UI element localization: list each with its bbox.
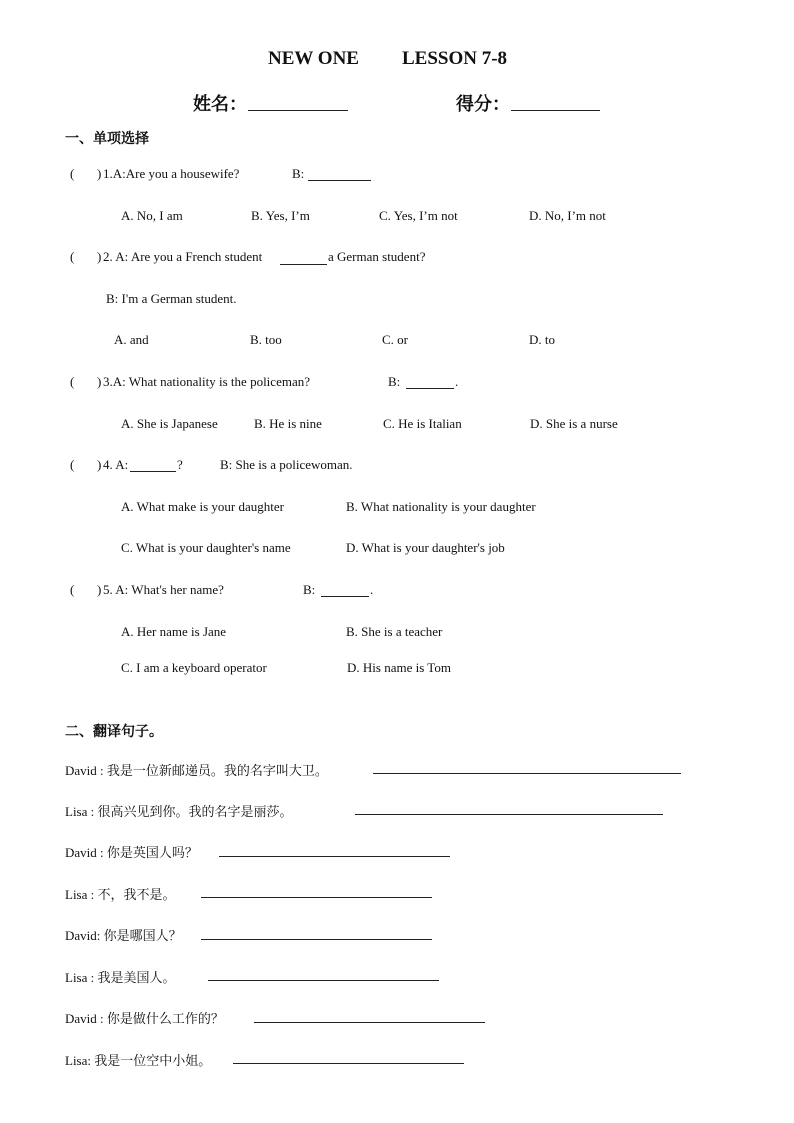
q1-b-label: B: [292, 166, 305, 181]
q4-option-a[interactable]: A. What make is your daughter [121, 499, 284, 514]
q5-answer-blank[interactable] [321, 596, 369, 597]
speaker-label: Lisa : [65, 970, 98, 985]
q3-answer-blank[interactable] [406, 388, 454, 389]
answer-line-4[interactable] [201, 897, 432, 898]
q3-option-d[interactable]: D. She is a nurse [530, 416, 618, 431]
answer-line-8[interactable] [233, 1063, 464, 1064]
q4-answer-blank[interactable] [130, 471, 176, 472]
speaker-label: David : [65, 1011, 107, 1026]
answer-line-3[interactable] [219, 856, 450, 857]
chinese-sentence: 我是美国人。 [97, 971, 176, 986]
score-blank[interactable] [511, 110, 600, 111]
q1-paren-open: ( [70, 166, 75, 181]
translate-line-8 [65, 1050, 211, 1069]
translate-line-7 [65, 1008, 224, 1027]
title-right: LESSON 7-8 [402, 48, 508, 69]
chinese-sentence: 我是一位空中小姐。 [94, 1054, 212, 1069]
q4-paren-close: ) [97, 457, 102, 472]
translate-line-2 [65, 801, 293, 820]
q3-option-b[interactable]: B. He is nine [254, 416, 322, 431]
name-blank[interactable] [248, 110, 348, 111]
answer-line-1[interactable] [373, 773, 681, 774]
answer-line-2[interactable] [355, 814, 663, 815]
chinese-sentence: 你是做什么工作的？ [106, 1012, 224, 1027]
q3-paren-close: ) [97, 374, 102, 389]
section2-heading: 二、翻译句子。 [65, 724, 163, 740]
q2-b-line: B: I'm a German student. [106, 291, 237, 306]
q4-b-line: B: She is a policewoman. [220, 457, 353, 472]
speaker-label: Lisa : [65, 887, 98, 902]
q5-option-b[interactable]: B. She is a teacher [346, 624, 443, 639]
q1-option-c[interactable]: C. Yes, I’m not [379, 208, 458, 223]
q1-answer-blank[interactable] [308, 180, 371, 181]
chinese-sentence: 我是一位新邮递员。我的名字叫大卫。 [106, 764, 328, 779]
q3-b-label: B: [388, 374, 401, 389]
q2-paren-close: ) [97, 249, 102, 264]
chinese-sentence: 很高兴见到你。我的名字是丽莎。 [97, 805, 293, 820]
q2-option-a[interactable]: A. and [114, 332, 149, 347]
q2-question-part1: 2. A: Are you a French student [103, 249, 263, 264]
chinese-sentence: 你是哪国人？ [103, 929, 182, 944]
translate-line-6 [65, 967, 176, 986]
q4-option-d[interactable]: D. What is your daughter's job [346, 540, 505, 555]
q1-question: 1.A:Are you a housewife? [103, 166, 240, 181]
q5-b-label: B: [303, 582, 316, 597]
q3-option-a[interactable]: A. She is Japanese [121, 416, 218, 431]
translate-line-1 [65, 760, 328, 779]
q2-option-d[interactable]: D. to [529, 332, 555, 347]
q2-question-part2: a German student? [328, 249, 426, 264]
q1-paren-close: ) [97, 166, 102, 181]
q4-option-c[interactable]: C. What is your daughter's name [121, 540, 291, 555]
q3-paren-open: ( [70, 374, 75, 389]
q5-option-c[interactable]: C. I am a keyboard operator [121, 660, 267, 675]
speaker-label: David : [65, 845, 107, 860]
q1-option-d[interactable]: D. No, I’m not [529, 208, 606, 223]
title-left: NEW ONE [268, 48, 359, 69]
q2-paren-open: ( [70, 249, 75, 264]
translate-line-3 [65, 842, 198, 861]
q5-period: . [370, 582, 374, 597]
q2-option-c[interactable]: C. or [382, 332, 408, 347]
q1-option-b[interactable]: B. Yes, I’m [251, 208, 310, 223]
q5-paren-close: ) [97, 582, 102, 597]
q3-option-c[interactable]: C. He is Italian [383, 416, 462, 431]
answer-line-6[interactable] [208, 980, 439, 981]
score-label: 得分： [456, 94, 510, 115]
q4-question-mark: ? [177, 457, 183, 472]
translate-line-5 [65, 925, 182, 944]
q4-question: 4. A: [103, 457, 129, 472]
q5-option-a[interactable]: A. Her name is Jane [121, 624, 227, 639]
answer-line-5[interactable] [201, 939, 432, 940]
q4-option-b[interactable]: B. What nationality is your daughter [346, 499, 536, 514]
answer-line-7[interactable] [254, 1022, 485, 1023]
q3-period: . [455, 374, 459, 389]
q5-question: 5. A: What's her name? [103, 582, 224, 597]
q2-option-b[interactable]: B. too [250, 332, 282, 347]
q5-option-d[interactable]: D. His name is Tom [347, 660, 451, 675]
name-label: 姓名： [193, 94, 247, 115]
chinese-sentence: 你是英国人吗？ [106, 846, 198, 861]
chinese-sentence: 不，我不是。 [97, 888, 176, 903]
section1-heading: 一、单项选择 [65, 131, 149, 147]
speaker-label: David : [65, 763, 107, 778]
speaker-label: Lisa : [65, 804, 98, 819]
q3-question: 3.A: What nationality is the policeman? [103, 374, 310, 389]
speaker-label: David: [65, 928, 104, 943]
q2-inline-blank[interactable] [280, 264, 327, 265]
q4-paren-open: ( [70, 457, 75, 472]
q5-paren-open: ( [70, 582, 75, 597]
speaker-label: Lisa: [65, 1053, 95, 1068]
q1-option-a[interactable]: A. No, I am [121, 208, 183, 223]
translate-line-4 [65, 884, 176, 903]
